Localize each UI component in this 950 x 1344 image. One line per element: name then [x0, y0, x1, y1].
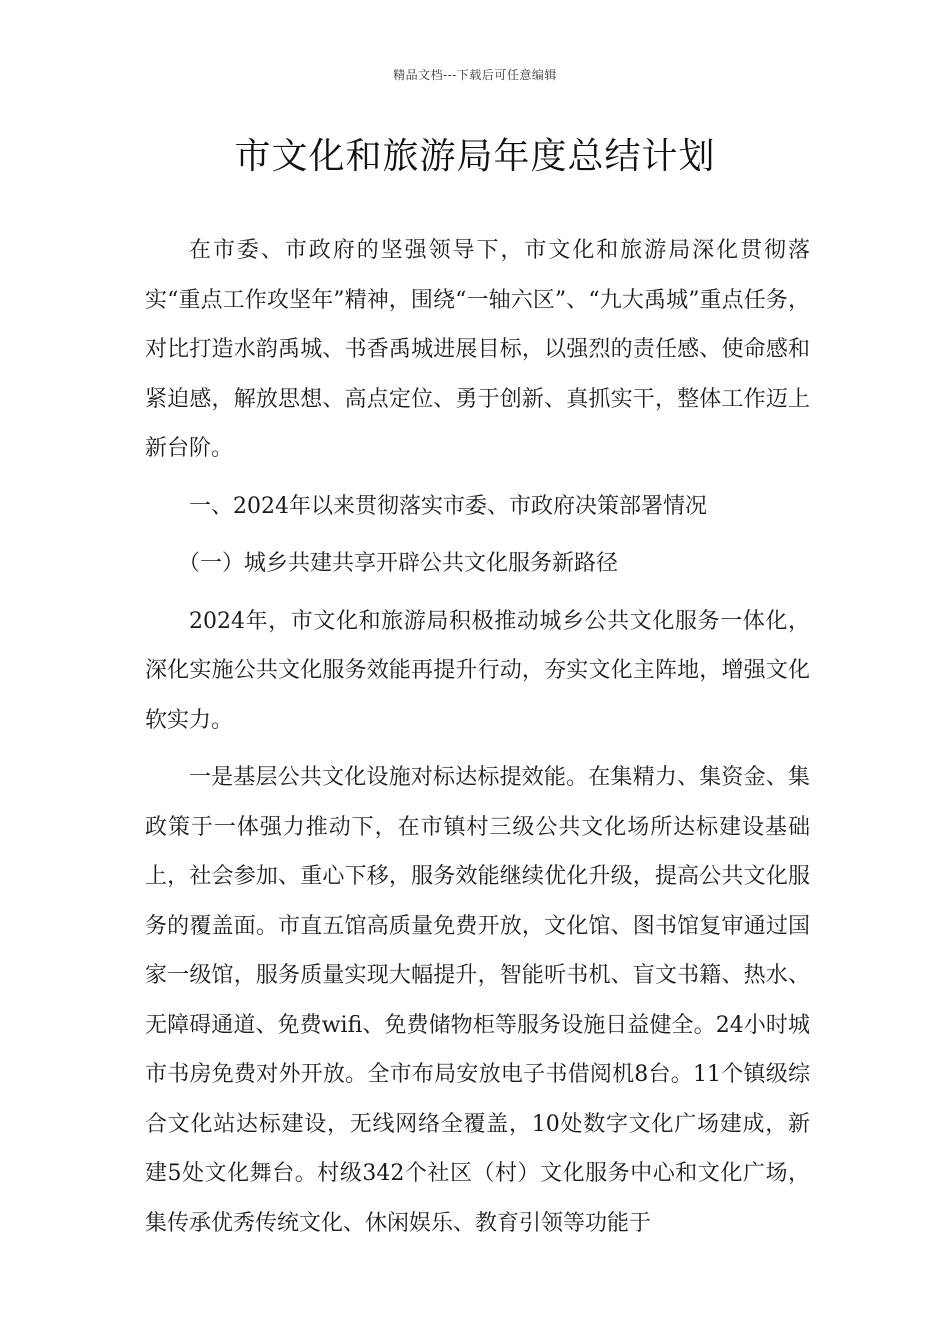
section-heading: 一、2024年以来贯彻落实市委、市政府决策部署情况 — [189, 493, 707, 519]
paragraph-2024: 2024年，市文化和旅游局积极推动城乡公共文化服务一体化，深化实施公共文化服务效能再提升行动，夯实文化主阵地，增强文化软实力。 — [145, 608, 810, 733]
document-title: 市文化和旅游局年度总结计划 — [234, 136, 716, 177]
document-body — [145, 226, 810, 1256]
subsection-heading: （一）城乡共建共享开辟公共文化服务新路径 — [178, 551, 619, 576]
header-note: 精品文档---下载后可任意编辑 — [393, 68, 557, 82]
paragraph-facilities: 一是基层公共文化设施对标达标提效能。在集精力、集资金、集政策于一体强力推动下，在市镇村三级公共文化场所达标建设基础上，社会参加、重心下移，服务效能继续优化升级，提高公共文化服务的覆盖面。市直五馆高质量免费开放，文化馆、图书馆复审通过国家一级馆，服务质量实现大幅提升，智能听书机、盲文书籍、热水、无障碍通道、免费wifi、免费储物柜等服务设施日益健全。24小时城市书房免费对外开放。全市布局安放电子书借阅机8台。11个镇级综合文化站达标建设，无线网络全覆盖，10处数字文化广场建成，新建5处文化舞台。村级342个社区（村）文化服务中心和文化广场，集传承优秀传统文化、休闲娱乐、教育引领等功能于 — [145, 765, 810, 1236]
intro-paragraph: 在市委、市政府的坚强领导下，市文化和旅游局深化贯彻落实“重点工作攻坚年”精神，围绕“一轴六区”、“九大禹城”重点任务，对比打造水韵禹城、书香禹城进展目标，以强烈的责任感、使命感和紧迫感，解放思想、高点定位、勇于创新、真抓实干，整体工作迈上新台阶。 — [145, 238, 810, 461]
